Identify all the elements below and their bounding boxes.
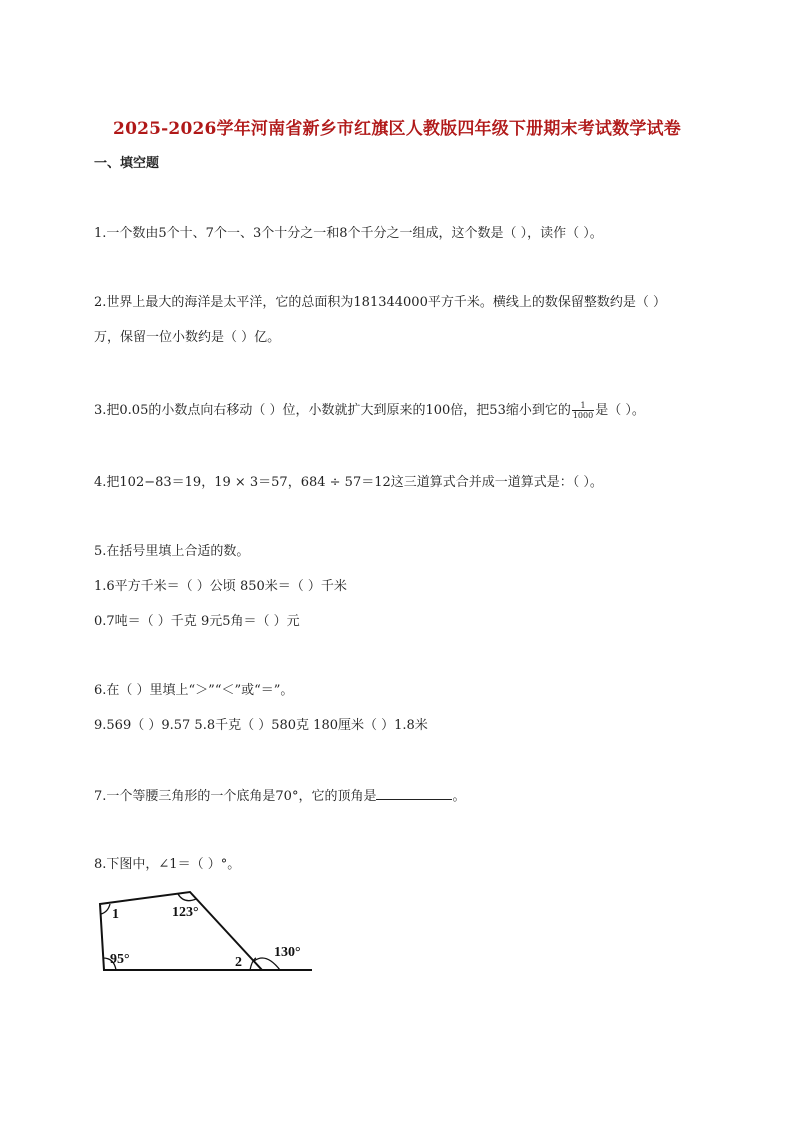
section-heading-fill-blank: 一、填空题: [94, 156, 160, 171]
question-7: [94, 785, 465, 804]
fraction-denominator: 1000: [572, 411, 594, 420]
question-6: 6.在（ ）里填上“＞”“＜”或“＝”。: [94, 683, 294, 698]
question-5-line-2: 0.7吨＝（ ）千克 9元5角＝（ ）元: [94, 614, 300, 629]
question-8: 8.下图中，∠1＝（ ）°。: [94, 857, 241, 872]
fraction-numerator: 1: [572, 401, 594, 411]
angle-label-2: 2: [235, 955, 242, 970]
angle-label-1: 1: [112, 907, 119, 922]
angle-label-130: 130°: [274, 945, 301, 960]
angle-label-95: 95°: [110, 952, 130, 967]
question-2-line-2: 万，保留一位小数约是（ ）亿。: [94, 330, 281, 345]
question-7-text-before: 7.一个等腰三角形的一个底角是70°，它的顶角是: [94, 789, 377, 804]
question-2-line-1: 2.世界上最大的海洋是太平洋，它的总面积为181344000平方千米。横线上的数保留整数约是（ ）: [94, 295, 666, 310]
question-3: [94, 399, 645, 420]
question-6-line-1: 9.569（ ）9.57 5.8千克（ ）580克 180厘米（ ）1.8米: [94, 718, 428, 733]
quadrilateral-diagram: [96, 888, 316, 978]
question-7-text-after: 。: [452, 789, 466, 804]
quadrilateral-figure: [96, 888, 316, 982]
angle-label-123: 123°: [172, 905, 199, 920]
question-5-line-1: 1.6平方千米＝（ ）公顷 850米＝（ ）千米: [94, 579, 347, 594]
question-4: 4.把102−83＝19，19 × 3＝57，684 ÷ 57＝12这三道算式合并成一道算式是：（ ）。: [94, 475, 603, 490]
question-3-fraction: [572, 401, 594, 420]
question-1: 1.一个数由5个十、7个一、3个十分之一和8个千分之一组成，这个数是（ ），读作（ ）。: [94, 226, 603, 241]
answer-blank-line: [376, 787, 452, 800]
question-3-text-after: 是（ ）。: [595, 403, 645, 418]
question-5: 5.在括号里填上合适的数。: [94, 544, 250, 559]
page-title: 2025-2026学年河南省新乡市红旗区人教版四年级下册期末考试数学试卷: [113, 119, 681, 139]
angle-1-arc: [101, 904, 110, 914]
question-3-text-before: 3.把0.05的小数点向右移动（ ）位，小数就扩大到原来的100倍，把53缩小到它的: [94, 403, 571, 418]
